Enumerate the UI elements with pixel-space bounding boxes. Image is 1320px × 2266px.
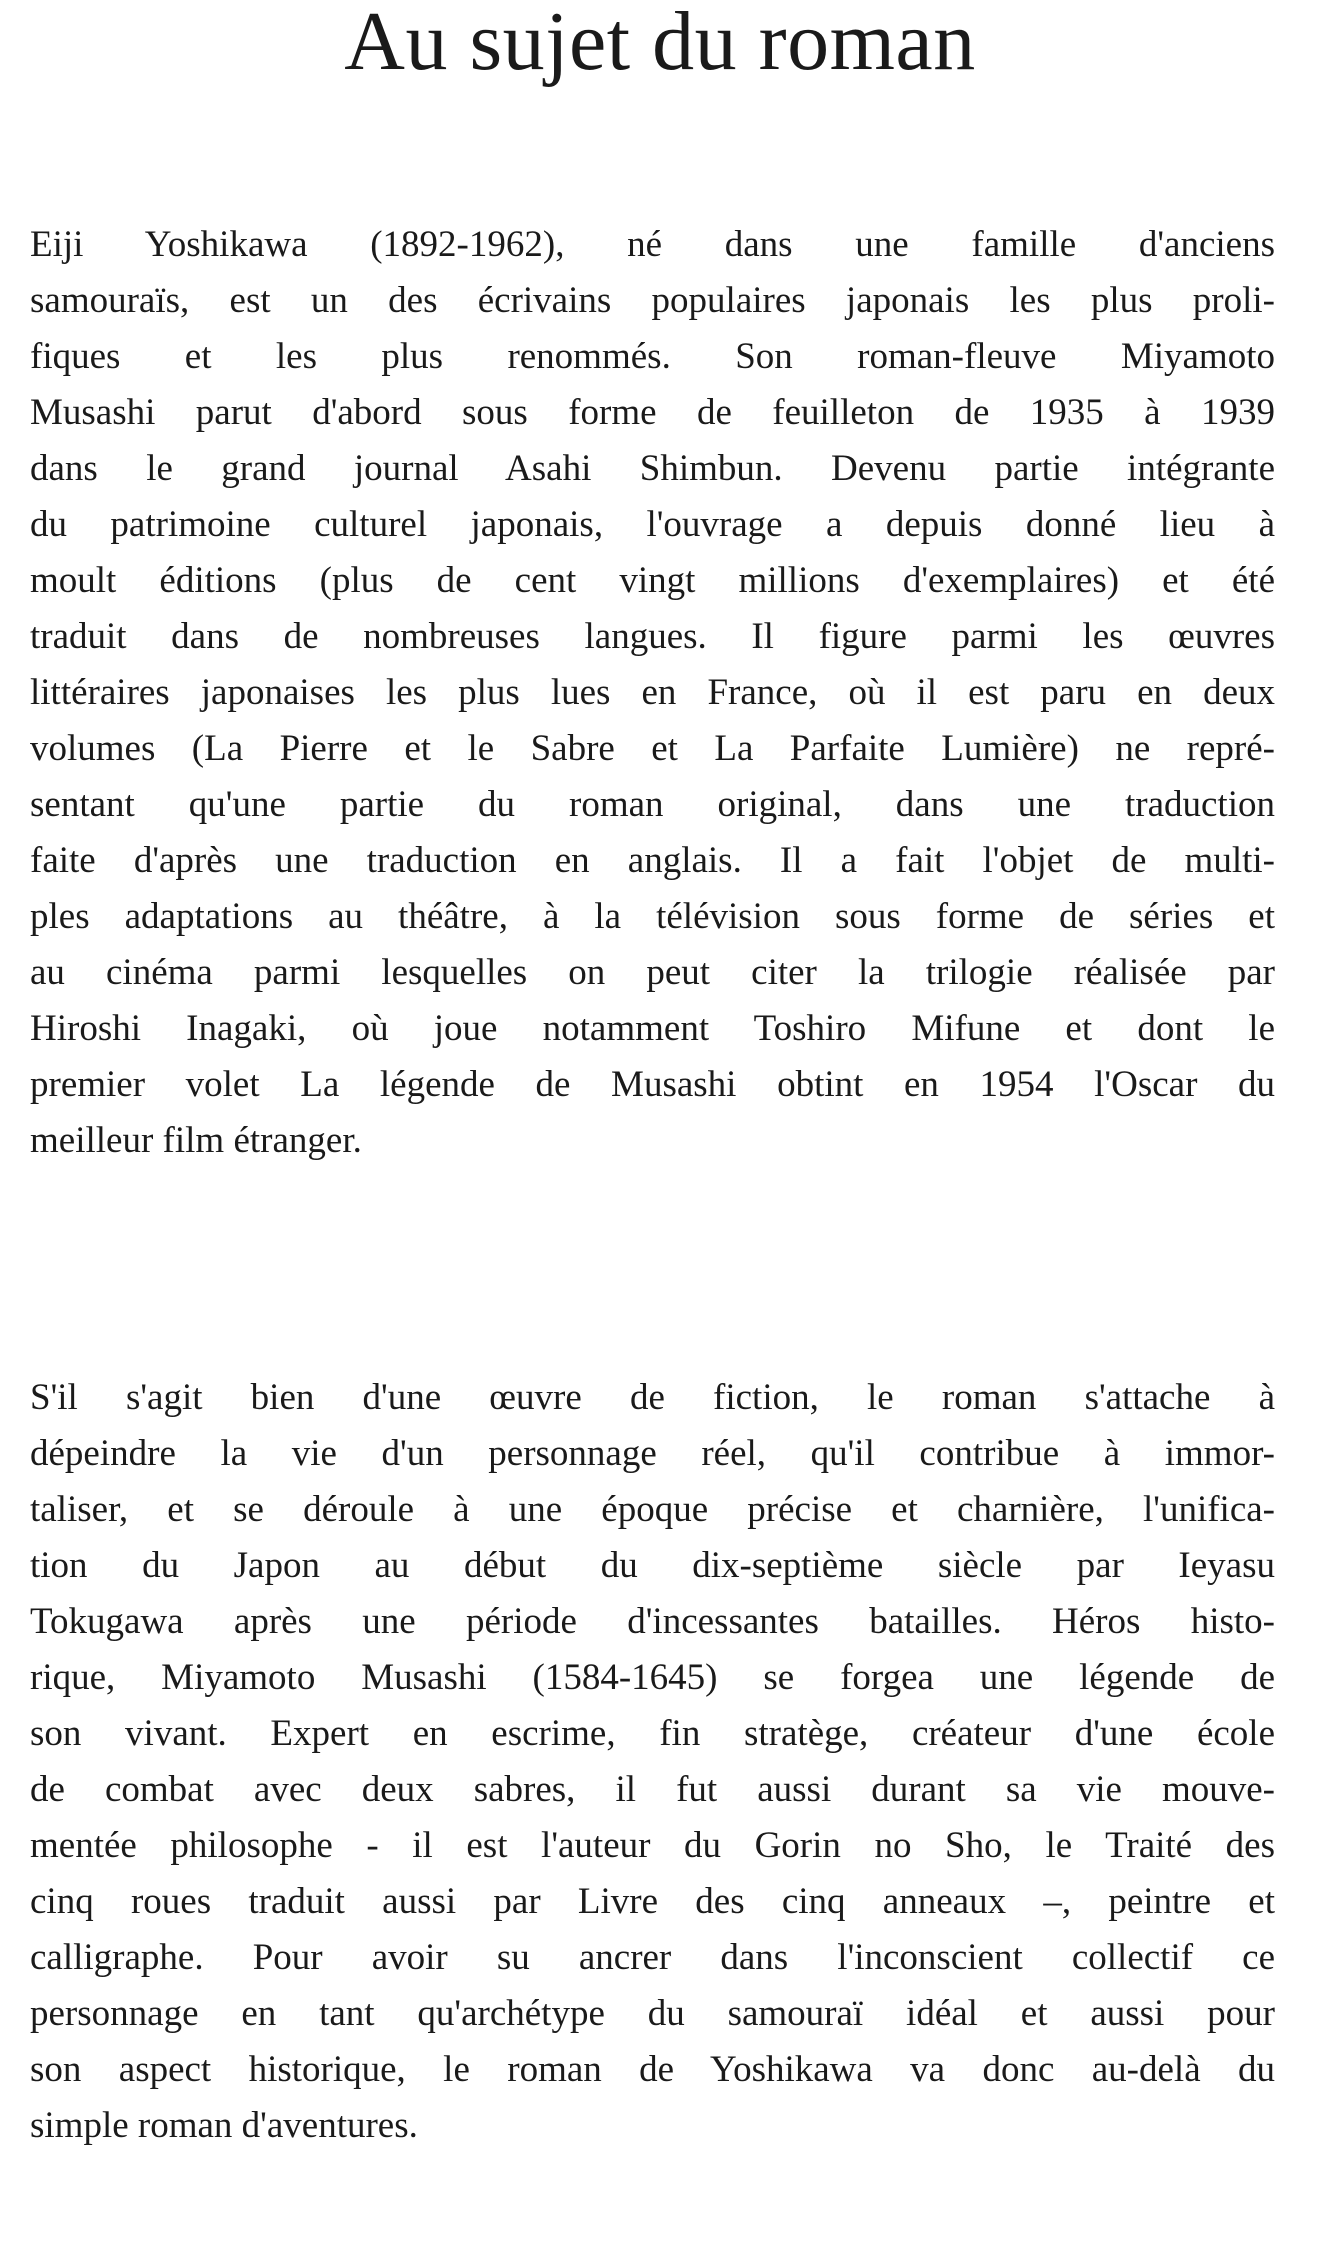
text-line: son aspect historique, le roman de Yoshikawa va donc au-delà du: [30, 2049, 1275, 2090]
text-line: Musashi parut d'abord sous forme de feuilleton de 1935 à 1939: [30, 392, 1275, 433]
text-line: samouraïs, est un des écrivains populaires japonais les plus proli-: [30, 280, 1275, 321]
text-line: dépeindre la vie d'un personnage réel, qu'il contribue à immor-: [30, 1433, 1275, 1474]
text-line: faite d'après une traduction en anglais. Il a fait l'objet de multi-: [30, 840, 1275, 881]
paragraph-1: [30, 217, 1275, 1169]
text-line: taliser, et se déroule à une époque précise et charnière, l'unifica-: [30, 1489, 1275, 1530]
text-line: de combat avec deux sabres, il fut aussi durant sa vie mouve-: [30, 1769, 1275, 1810]
text-line: ples adaptations au théâtre, à la télévision sous forme de séries et: [30, 896, 1275, 937]
text-line: personnage en tant qu'archétype du samouraï idéal et aussi pour: [30, 1993, 1275, 2034]
paragraph-2: [30, 1370, 1275, 2154]
text-line: traduit dans de nombreuses langues. Il figure parmi les œuvres: [30, 616, 1275, 657]
text-line: au cinéma parmi lesquelles on peut citer la trilogie réalisée par: [30, 952, 1275, 993]
text-line: du patrimoine culturel japonais, l'ouvrage a depuis donné lieu à: [30, 504, 1275, 545]
text-line: tion du Japon au début du dix-septième siècle par Ieyasu: [30, 1545, 1275, 1586]
text-line: fiques et les plus renommés. Son roman-fleuve Miyamoto: [30, 336, 1275, 377]
text-line: cinq roues traduit aussi par Livre des cinq anneaux –, peintre et: [30, 1881, 1275, 1922]
text-line: littéraires japonaises les plus lues en France, où il est paru en deux: [30, 672, 1275, 713]
text-line: Hiroshi Inagaki, où joue notamment Toshiro Mifune et dont le: [30, 1008, 1275, 1049]
text-line: rique, Miyamoto Musashi (1584-1645) se forgea une légende de: [30, 1657, 1275, 1698]
text-line: mentée philosophe - il est l'auteur du Gorin no Sho, le Traité des: [30, 1825, 1275, 1866]
text-line: premier volet La légende de Musashi obtint en 1954 l'Oscar du: [30, 1064, 1275, 1105]
page-title: Au sujet du roman: [344, 0, 976, 88]
text-line: Tokugawa après une période d'incessantes batailles. Héros histo-: [30, 1601, 1275, 1642]
text-line: Eiji Yoshikawa (1892-1962), né dans une famille d'anciens: [30, 224, 1275, 265]
text-line: meilleur film étranger.: [30, 1120, 362, 1161]
text-line: simple roman d'aventures.: [30, 2105, 418, 2146]
text-line: dans le grand journal Asahi Shimbun. Devenu partie intégrante: [30, 448, 1275, 489]
text-line: calligraphe. Pour avoir su ancrer dans l'inconscient collectif ce: [30, 1937, 1275, 1978]
text-line: S'il s'agit bien d'une œuvre de fiction, le roman s'attache à: [30, 1377, 1275, 1418]
text-line: sentant qu'une partie du roman original, dans une traduction: [30, 784, 1275, 825]
text-line: volumes (La Pierre et le Sabre et La Parfaite Lumière) ne repré-: [30, 728, 1275, 769]
text-line: moult éditions (plus de cent vingt millions d'exemplaires) et été: [30, 560, 1275, 601]
text-line: son vivant. Expert en escrime, fin stratège, créateur d'une école: [30, 1713, 1275, 1754]
